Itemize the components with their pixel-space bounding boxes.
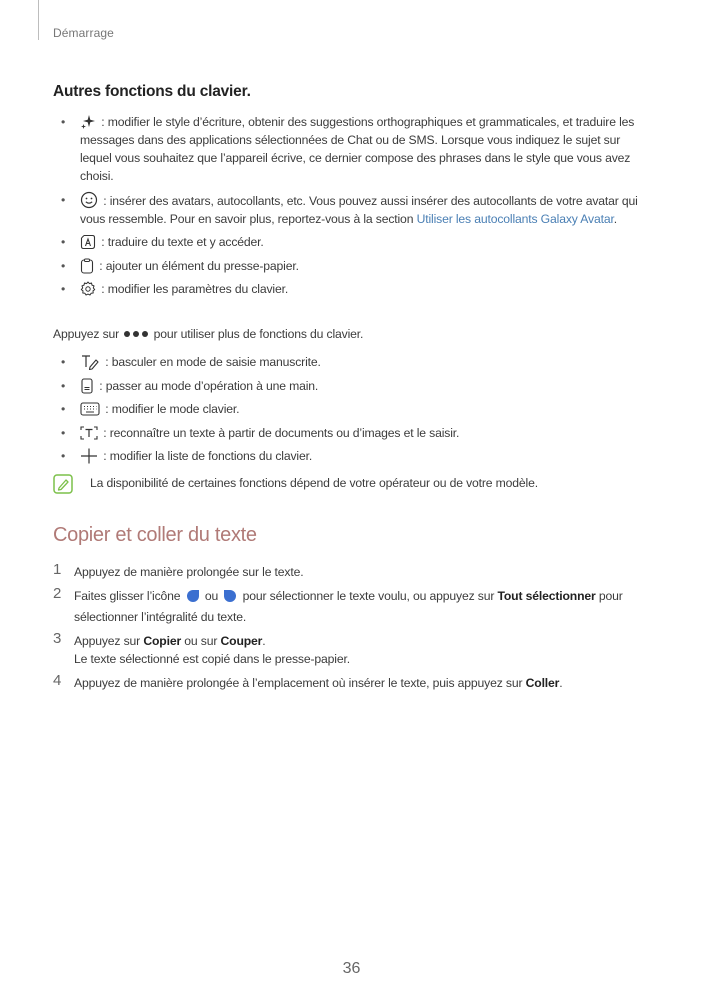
copy-paste-steps [53,563,653,698]
bullet: • [61,402,66,416]
text-extract-icon [80,425,98,441]
smiley-icon [80,191,98,209]
bullet: • [61,355,66,369]
more-functions-intro: Appuyez sur pour utiliser plus de fonctions du clavier. [53,327,364,341]
more-functions-list [53,353,653,471]
running-head: Démarrage [53,26,114,40]
clipboard-icon [80,258,94,274]
step-number: 2 [53,585,62,602]
copy-label: Copier [143,634,182,648]
page-rule [38,0,39,40]
step-item: 2 Faites glisser l’icône ou pour sélectionner le texte voulu, ou appuyez sur Tout sélectionner pour sélectionner l’intégralité du texte. [53,585,623,624]
avatar-stickers-link[interactable]: Utiliser les autocollants Galaxy Avatar [416,211,614,226]
more-options-icon [123,327,149,341]
list-item: • : traduire du texte et y accéder. [61,235,264,249]
section-title: Autres fonctions du clavier. [53,83,251,100]
handwriting-icon [80,354,100,370]
step-number: 3 [53,630,62,647]
cut-label: Couper [220,634,263,648]
step-item: 4 Appuyez de manière prolongée à l’emplacement où insérer le texte, puis appuyez sur Coller. [53,672,563,690]
translate-icon [80,234,96,250]
bullet: • [61,449,66,463]
paste-label: Coller [525,676,560,690]
list-item: • : reconnaître un texte à partir de documents ou d’images et le saisir. [61,425,460,440]
list-item: • : modifier les paramètres du clavier. [61,282,289,296]
copy-paste-heading: Copier et coller du texte [53,524,257,546]
selection-handle-left-icon [186,589,200,608]
step-item: 1 Appuyez de manière prolongée sur le texte. [53,561,304,579]
bullet: • [61,115,66,129]
page-number: 36 [342,960,361,977]
note-text: La disponibilité de certaines fonctions dépend de votre opérateur ou de votre modèle. [90,476,538,490]
note-icon [53,474,73,499]
bullet: • [61,258,66,273]
step-number: 1 [53,561,62,578]
bullet: • [61,192,66,207]
bullet: • [61,378,66,393]
step-item: 3 Appuyez sur Copier ou sur Couper. Le texte sélectionné est copié dans le presse-papier. [53,630,350,666]
select-all-label: Tout sélectionner [497,589,596,603]
sparkle-icon [80,114,96,130]
bullet: • [61,235,66,249]
one-hand-icon [80,378,94,394]
bullet: • [61,282,66,296]
keyboard-functions-list [53,113,653,304]
selection-handle-right-icon [223,589,237,608]
list-item: • : basculer en mode de saisie manuscrite. [61,355,321,369]
plus-icon [80,448,98,464]
gear-icon [80,281,96,297]
keyboard-icon [80,401,100,417]
list-item: • : ajouter un élément du presse-papier. [61,258,299,273]
list-item: • : modifier la liste de fonctions du clavier. [61,449,313,463]
list-item: • : insérer des avatars, autocollants, etc. Vous pouvez aussi insérer des autocollants de votre avatar qui vous ressemble. Pour en savoir plus, reportez-vous à la section Utiliser les autocollants Galaxy Avatar. [61,192,638,226]
step-number: 4 [53,672,62,689]
bullet: • [61,425,66,440]
list-item: • : passer au mode d’opération à une main. [61,378,319,393]
list-item: • : modifier le style d’écriture, obtenir des suggestions orthographiques et grammaticales, et traduire les messages dans des applications sélectionnées de Chat ou de SMS. Lorsque vous indiquez le sujet sur lequel vous souhaitez que l’appareil écrive, ce dernier compose des phrases dans le style que vous avez choisi. [61,115,635,183]
list-item: • : modifier le mode clavier. [61,402,240,416]
